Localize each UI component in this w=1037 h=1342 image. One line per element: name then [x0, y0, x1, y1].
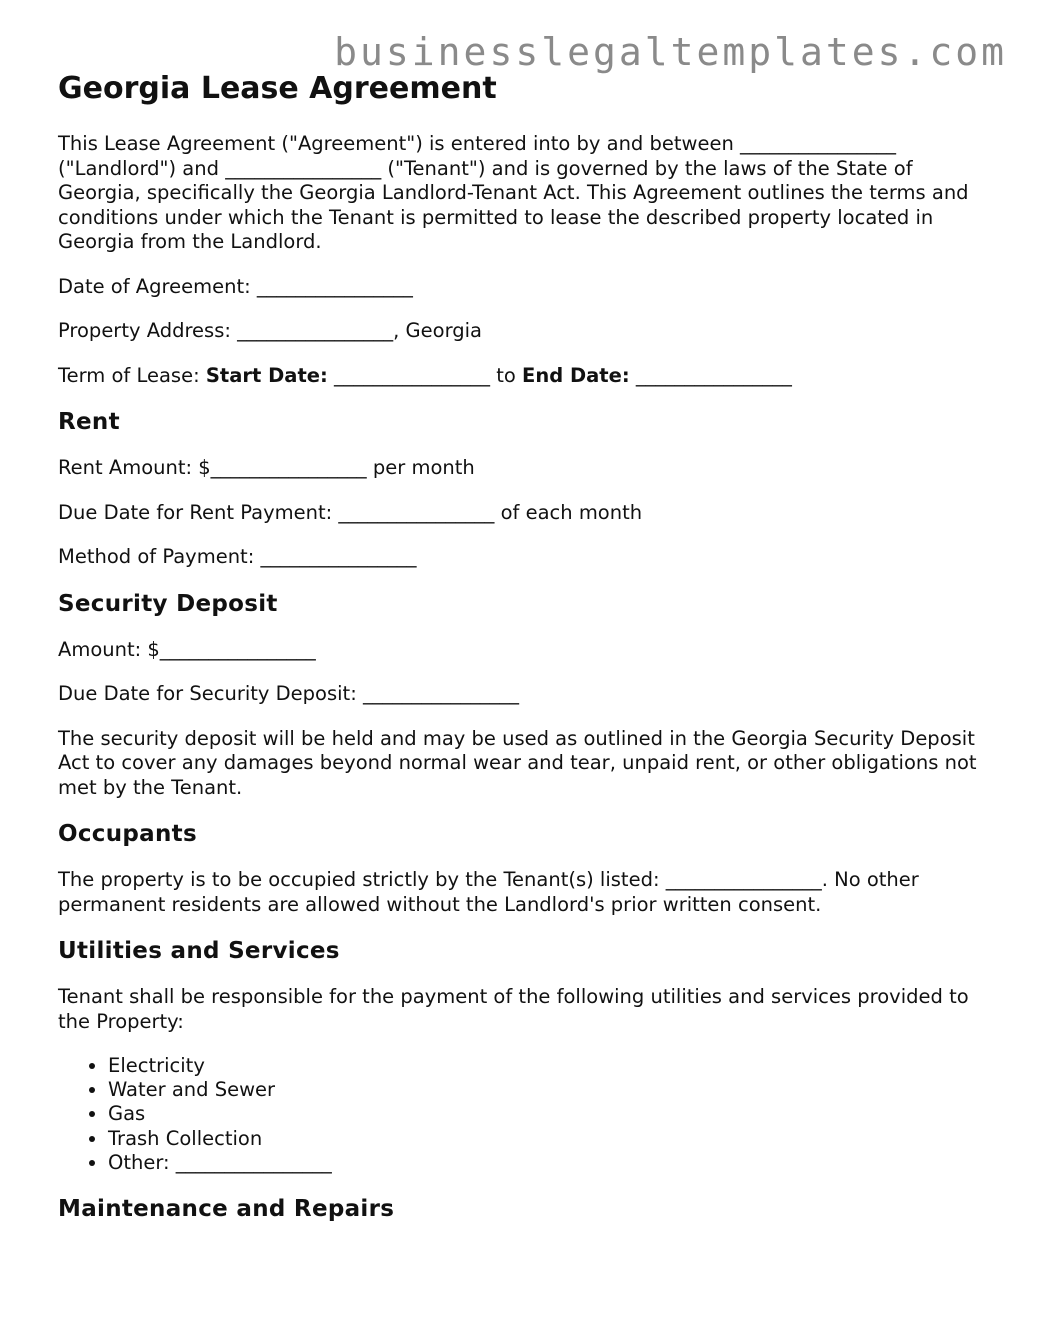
watermark: businesslegaltemplates.com: [334, 30, 1007, 74]
date-label: Date of Agreement:: [58, 274, 251, 298]
deposit-paragraph: The security deposit will be held and may be used as outlined in the Georgia Security Deposit Act to cover any damages beyond normal wear and tear, unpaid rent, or other obligations not met by the Tenant.: [58, 726, 977, 799]
occupants-heading: Occupants: [58, 821, 197, 847]
date-blank[interactable]: ________________: [256, 274, 413, 298]
start-date-label: Start Date:: [205, 363, 328, 387]
list-item: • Electricity: [108, 1054, 978, 1078]
security-deposit-heading: Security Deposit: [58, 590, 278, 617]
utilities-heading: Utilities and Services: [58, 938, 340, 964]
end-date-blank[interactable]: ________________: [635, 363, 792, 387]
intro-paragraph: This Lease Agreement ("Agreement") is entered into by and between ________________ ("Landlord") and ________________ ("Tenant") and is governed by the laws of the State of Georgia, specifically the Georgia Landlord-Tenant Act. This Agreement outlines the terms and conditions under which the Tenant is permitted to lease the described property located in Georgia from the Landlord.: [58, 132, 969, 253]
utilities-paragraph: Tenant shall be responsible for the payment of the following utilities and services provided to the Property:: [58, 985, 969, 1033]
list-item: • Gas: [108, 1102, 978, 1126]
deposit-amount-line: Amount: $________________: [58, 637, 316, 661]
document-title: Georgia Lease Agreement: [58, 71, 497, 106]
payment-method-line: Method of Payment: ________________: [58, 545, 417, 568]
maintenance-heading: Maintenance and Repairs: [58, 1196, 395, 1223]
rent-heading: Rent: [58, 409, 120, 435]
document-body: [58, 70, 978, 1243]
term-of-lease-line: [58, 364, 978, 389]
deposit-due-date-line: Due Date for Security Deposit: ________________: [58, 682, 519, 705]
rent-amount-line: Rent Amount: $________________ per month: [58, 456, 475, 479]
to-word: to: [496, 363, 516, 387]
list-item: • Trash Collection: [108, 1127, 978, 1151]
utilities-list: [58, 1054, 978, 1175]
occupants-paragraph: The property is to be occupied strictly by the Tenant(s) listed: ________________. No other permanent residents are allowed without the Landlord's prior written consent.: [58, 868, 919, 916]
date-of-agreement-line: [58, 275, 978, 300]
property-address-line: [58, 319, 978, 344]
address-label: Property Address:: [58, 319, 231, 342]
rent-due-date-line: Due Date for Rent Payment: ________________ of each month: [58, 500, 643, 524]
address-suffix: , Georgia: [393, 319, 483, 342]
address-blank[interactable]: ________________: [237, 319, 394, 342]
term-label: Term of Lease:: [58, 363, 200, 387]
start-date-blank[interactable]: ________________: [334, 363, 491, 387]
list-item: • Other: ________________: [108, 1151, 978, 1175]
list-item: • Water and Sewer: [108, 1078, 978, 1102]
end-date-label: End Date:: [522, 363, 630, 387]
